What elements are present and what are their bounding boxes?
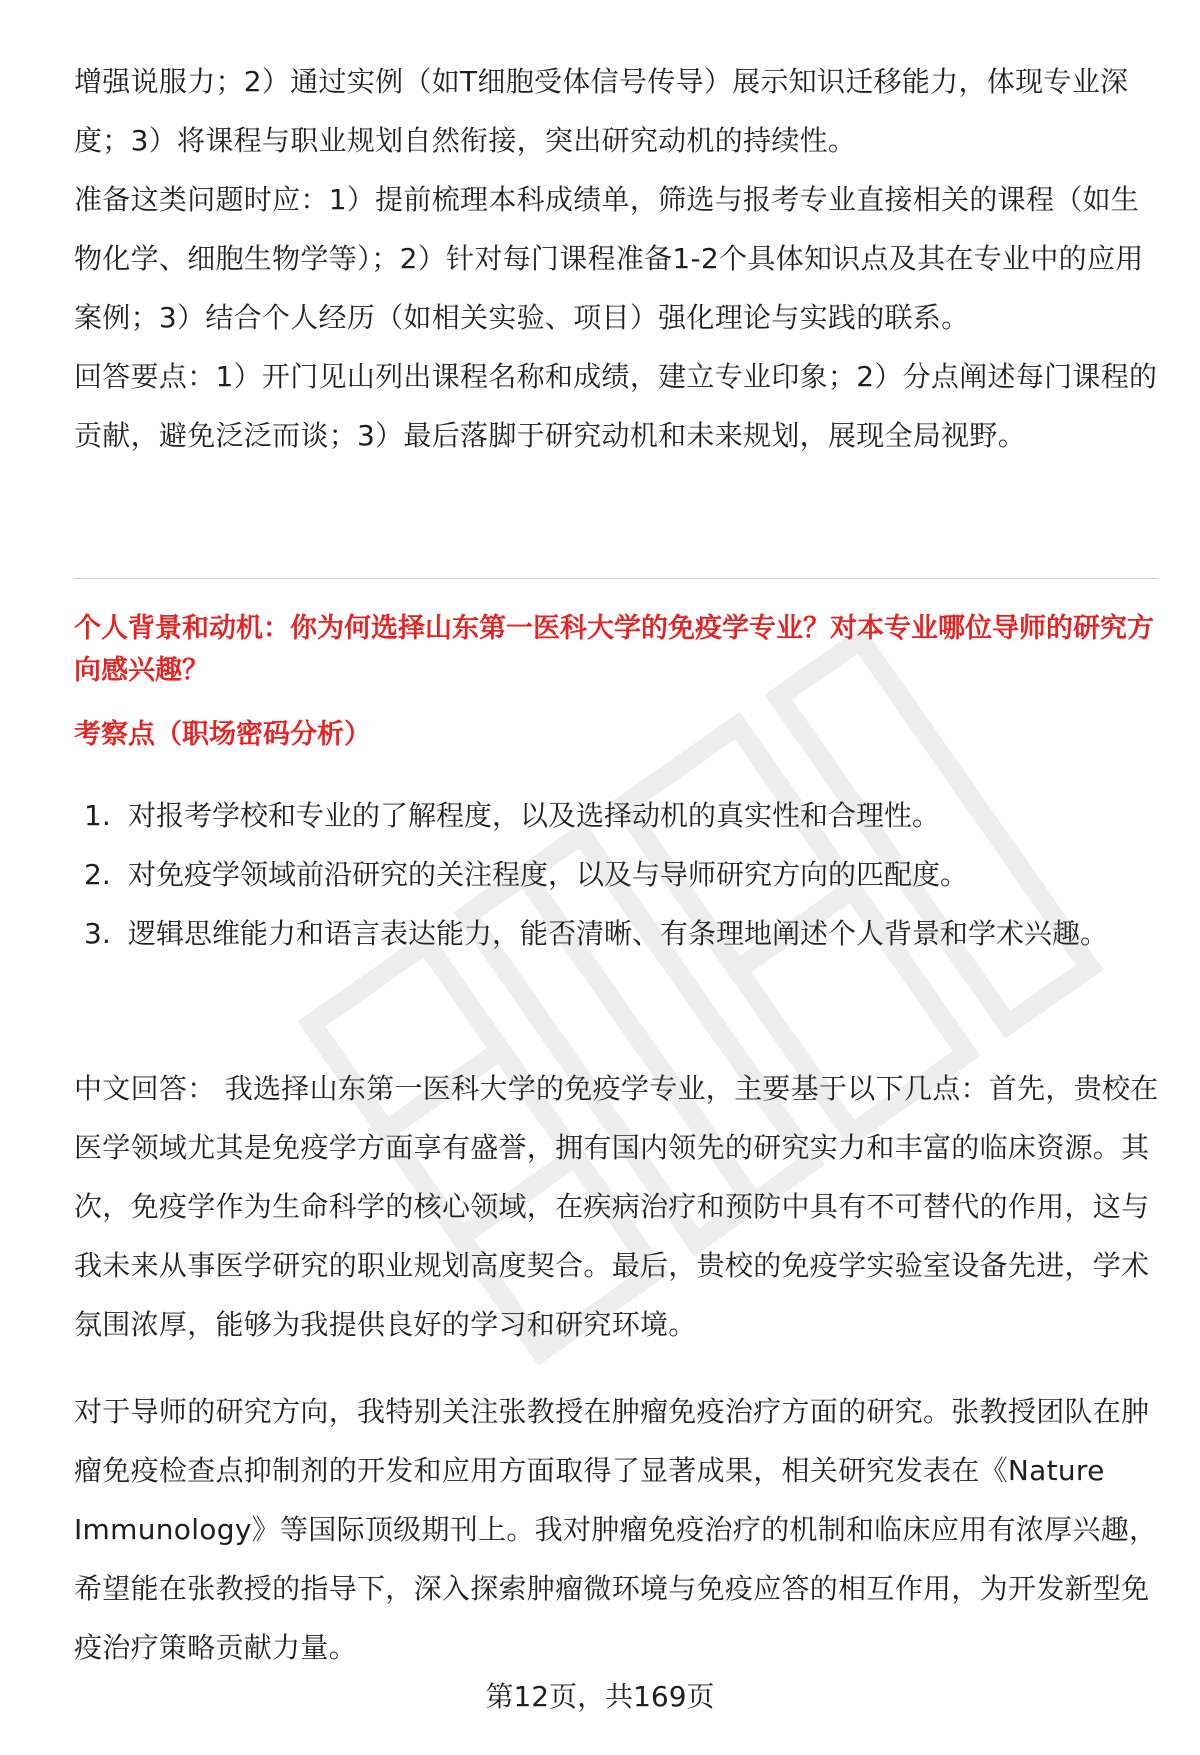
answer-paragraph-2: 对于导师的研究方向，我特别关注张教授在肿瘤免疫治疗方面的研究。张教授团队在肿瘤免疫检查点抑制剂的开发和应用方面取得了显著成果，相关研究发表在《Nature Immunology》等国际顶级期刊上。我对肿瘤免疫治疗的机制和临床应用有浓厚兴趣，希望能在张教授的指导下，深入探索肿瘤微环境与免疫应答的相互作用，为开发新型免疫治疗策略贡献力量。 xyxy=(74,1395,1158,1664)
page-number: 第12页，共169页 xyxy=(485,1680,715,1713)
list-item-number: 2. xyxy=(84,858,111,891)
question-title: 个人背景和动机：你为何选择山东第一医科大学的免疫学专业？对本专业哪位导师的研究方向感兴趣？ xyxy=(74,613,1154,686)
intro-section xyxy=(74,52,1160,465)
assessment-points-list xyxy=(74,786,1160,963)
list-item-text: 逻辑思维能力和语言表达能力，能否清晰、有条理地阐述个人背景和学术兴趣。 xyxy=(128,917,1109,950)
answer-section xyxy=(74,1059,1160,1677)
question-section xyxy=(74,608,1160,963)
list-item-number: 3. xyxy=(84,917,111,950)
intro-paragraph-1: 增强说服力；2）通过实例（如T细胞受体信号传导）展示知识迁移能力，体现专业深度；3）将课程与职业规划自然衔接，突出研究动机的持续性。 xyxy=(74,65,1129,157)
list-item xyxy=(74,904,1160,963)
list-item-text: 对免疫学领域前沿研究的关注程度，以及与导师研究方向的匹配度。 xyxy=(128,858,969,891)
list-item-text: 对报考学校和专业的了解程度，以及选择动机的真实性和合理性。 xyxy=(128,799,941,832)
list-item-number: 1. xyxy=(84,799,111,832)
section-divider xyxy=(74,578,1158,579)
question-subtitle: 考察点（职场密码分析） xyxy=(74,719,371,750)
list-item xyxy=(74,786,1160,845)
intro-paragraph-2: 准备这类问题时应：1）提前梳理本科成绩单，筛选与报考专业直接相关的课程（如生物化学、细胞生物学等）；2）针对每门课程准备1-2个具体知识点及其在专业中的应用案例；3）结合个人经历（如相关实验、项目）强化理论与实践的联系。 xyxy=(74,183,1144,334)
intro-paragraph-3: 回答要点：1）开门见山列出课程名称和成绩，建立专业印象；2）分点阐述每门课程的贡献，避免泛泛而谈；3）最后落脚于研究动机和未来规划，展现全局视野。 xyxy=(74,360,1158,452)
list-item xyxy=(74,845,1160,904)
answer-paragraph-1: 中文回答： 我选择山东第一医科大学的免疫学专业，主要基于以下几点：首先，贵校在医学领域尤其是免疫学方面享有盛誉，拥有国内领先的研究实力和丰富的临床资源。其次，免疫学作为生命科学的核心领域，在疾病治疗和预防中具有不可替代的作用，这与我未来从事医学研究的职业规划高度契合。最后，贵校的免疫学实验室设备先进，学术氛围浓厚，能够为我提供良好的学习和研究环境。 xyxy=(74,1072,1159,1341)
